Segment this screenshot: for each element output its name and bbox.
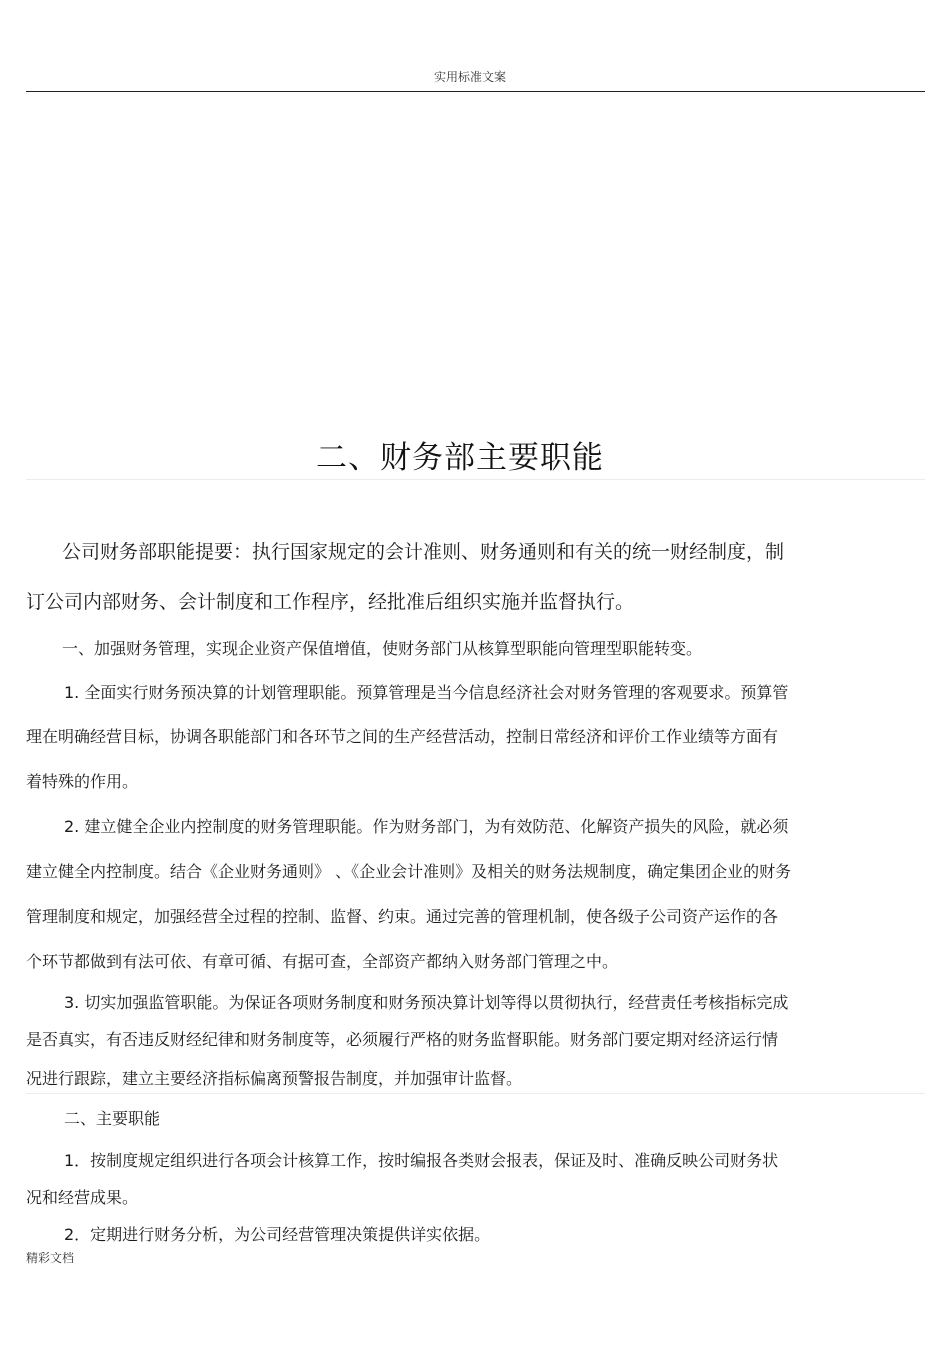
title-divider xyxy=(26,479,925,480)
part2-item1-line-1: 1．按制度规定组织进行各项会计核算工作，按时编报各类财会报表，保证及时、准确反映公司财务状 xyxy=(64,1151,779,1170)
intro-line-1: 公司财务部职能提要：执行国家规定的会计准则、财务通则和有关的统一财经制度，制 xyxy=(62,541,785,563)
part1-item3-line-1: 3. 切实加强监管职能。为保证各项财务制度和财务预决算计划等得以贯彻执行，经营责任考核指标完成 xyxy=(64,993,789,1012)
part1-item2-line-1: 2. 建立健全企业内控制度的财务管理职能。作为财务部门，为有效防范、化解资产损失的风险，就必须 xyxy=(64,817,789,836)
part2-item1-line-2: 况和经营成果。 xyxy=(26,1188,139,1207)
part1-item1-line-2: 理在明确经营目标，协调各职能部门和各环节之间的生产经营活动，控制日常经济和评价工作业绩等方面有 xyxy=(26,727,779,746)
part1-item2-line-2: 建立健全内控制度。结合《企业财务通则》 、《企业会计准则》及相关的财务法规制度，确定集团企业的财务 xyxy=(26,862,792,881)
header-divider xyxy=(26,91,925,92)
section-title: 二、财务部主要职能 xyxy=(316,440,604,476)
part1-item1-line-3: 着特殊的作用。 xyxy=(26,772,139,791)
page-footer: 精彩文档 xyxy=(26,1251,75,1265)
intro-line-2: 订公司内部财务、会计制度和工作程序，经批准后组织实施并监督执行。 xyxy=(26,591,635,613)
part1-heading: 一、加强财务管理，实现企业资产保值增值，使财务部门从核算型职能向管理型职能转变。 xyxy=(62,639,703,658)
part1-item3-line-2: 是否真实，有否违反财经纪律和财务制度等，必须履行严格的财务监督职能。财务部门要定期对经济运行情 xyxy=(26,1030,779,1049)
part1-item2-line-4: 个环节都做到有法可依、有章可循、有据可查，全部资产都纳入财务部门管理之中。 xyxy=(26,952,619,971)
part1-item3-line-3: 况进行跟踪，建立主要经济指标偏离预警报告制度，并加强审计监督。 xyxy=(26,1069,523,1088)
part1-item2-line-3: 管理制度和规定，加强经营全过程的控制、监督、约束。通过完善的管理机制，使各级子公司资产运作的各 xyxy=(26,907,779,926)
part2-item2-line-1: 2．定期进行财务分析，为公司经营管理决策提供详实依据。 xyxy=(64,1225,491,1244)
page-header: 实用标准文案 xyxy=(433,70,506,84)
part2-heading: 二、主要职能 xyxy=(64,1109,161,1128)
part-divider xyxy=(26,1093,925,1094)
part1-item1-line-1: 1. 全面实行财务预决算的计划管理职能。预算管理是当今信息经济社会对财务管理的客观要求。预算管 xyxy=(64,683,789,702)
